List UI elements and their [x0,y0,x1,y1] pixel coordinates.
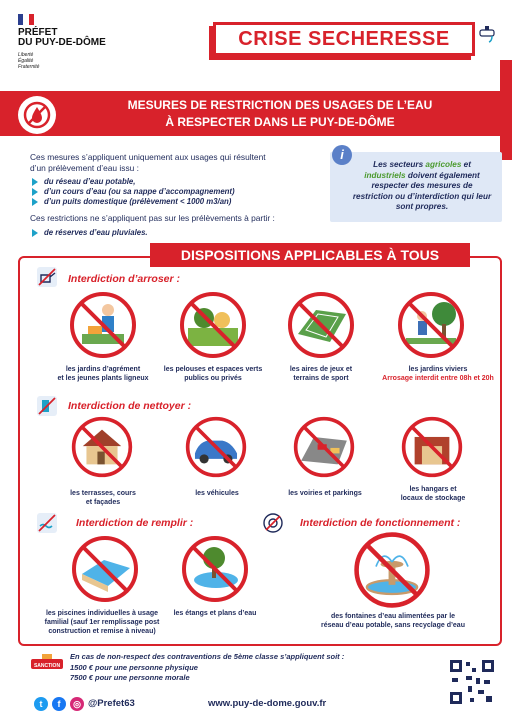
caption-fontaines: des fontaines d’eau alimentées par le réseau d’eau potable, sans recyclage d’eau [321,613,465,629]
intro-p2: Ces restrictions ne s’appliquent pas sur les prélèvements à partir : [30,213,275,223]
section-title-remplir: Interdiction de remplir : [76,517,194,529]
republic-motto [18,52,39,70]
caption-pelouses: les pelouses et espaces verts publics ou privés [163,366,263,382]
svg-text:SANCTION: SANCTION [33,663,61,669]
caption-etangs: les étangs et plans d’eau [173,610,257,617]
nursery-garden-picture [396,290,466,360]
band-title [70,97,490,131]
pool-picture [70,534,140,604]
instagram-icon[interactable]: ◎ [70,697,84,711]
motto-liberte: Liberté [18,52,34,58]
sanction-line3: 7500 € pour une personne morale [70,673,190,682]
prefet-line1: PRÉFET [18,27,58,38]
social-handle[interactable]: @Prefet63 [88,698,135,709]
no-water-drop-icon [18,96,56,134]
sanction-line2: 1500 € pour une personne physique [70,662,198,672]
website-link[interactable]: www.puy-de-dome.gouv.fr [208,698,327,709]
prefecture-name [18,28,106,48]
sanction-line1: En cas de non-respect des contraventions de 5ème classe s’appliquent soit : [70,652,345,661]
intro-bullet: d’un puits domestique (prélèvement < 1000 m3/an) [30,197,320,207]
faucet-icon [478,24,500,46]
facebook-icon[interactable]: f [52,697,66,711]
no-watering-can-icon [36,266,58,288]
caption-jardins-agrement: les jardins d’agrément et les jeunes plants ligneux [57,366,149,382]
section-title-nettoyer: Interdiction de nettoyer : [68,400,192,412]
info-text: Les secteurs agricoles et industriels doivent également respecter des mesures de restriction ou d’interdiction qui leur sont propres. [352,160,492,211]
intro-bullet: de réserves d’eau pluviales. [30,228,320,238]
band-title-line2: À RESPECTER DANS LE PUY-DE-DÔME [165,115,395,129]
car-picture [184,415,248,479]
no-filling-icon [36,512,58,534]
info-icon: i [332,145,352,165]
qr-code-icon[interactable] [448,658,496,706]
caption-terrasses: les terrasses, cours et façades [70,490,136,506]
section-title-arroser: Interdiction d’arroser : [68,273,181,285]
fountain-picture [352,530,432,610]
prefet-line2: DU PUY-DE-DÔME [18,37,106,48]
pond-picture [180,534,250,604]
sports-field-picture [286,290,356,360]
no-fountain-icon [262,512,284,534]
section-title-fonctionnement: Interdiction de fonctionnement : [300,517,461,529]
poster-title: CRISE SECHERESSE [213,22,475,56]
sanction-text [70,652,400,684]
intro-bullet: du réseau d’eau potable, [30,177,320,187]
twitter-icon[interactable]: t [34,697,48,711]
caption-vehicules: les véhicules [195,490,239,497]
no-cleaning-icon [36,395,58,417]
caption-hangars: les hangars et locaux de stockage [400,486,466,502]
dispositions-title: DISPOSITIONS APPLICABLES À TOUS [150,243,470,267]
intro-text [30,152,320,238]
lawn-picture [178,290,248,360]
garden-watering-picture [68,290,138,360]
warehouse-picture [400,415,464,479]
sanction-badge-icon [30,653,64,673]
intro-p1-line2: d’un prélèvement d’eau issu : [30,162,139,173]
caption-piscines: les piscines individuelles à usage familial (sauf 1er remplissage post construction et remise à niveau) [44,610,160,635]
caption-aires-de-jeux: les aires de jeux et terrains de sport [289,366,353,382]
caption-voiries: les voiries et parkings [288,490,362,497]
french-flag-logo [18,14,34,25]
intro-bullet: d’un cours d’eau (ou sa nappe d’accompagnement) [30,187,320,197]
intro-p1-line1: Ces mesures s’appliquent uniquement aux usages qui résultent [30,152,266,162]
caption-jardins-viviers: les jardins viviers Arrosage interdit entre 08h et 20h [382,366,494,382]
band-title-line1: MESURES DE RESTRICTION DES USAGES DE L’EAU [127,98,433,112]
motto-fraternite: Fraternité [18,64,40,70]
parking-picture [292,415,356,479]
house-terrace-picture [70,415,134,479]
motto-egalite: Égalité [18,58,34,64]
